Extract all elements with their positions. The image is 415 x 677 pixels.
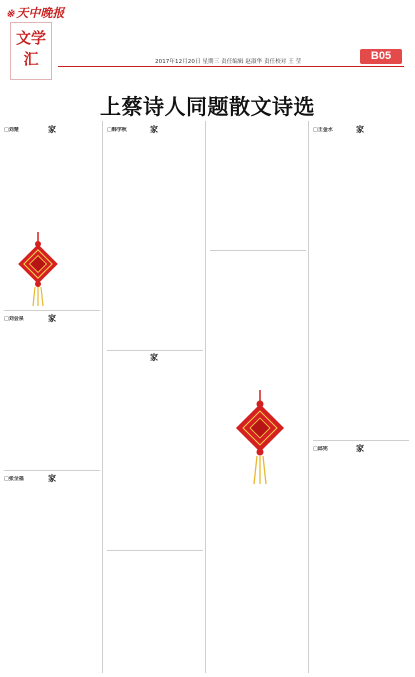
column-divider — [308, 121, 309, 673]
header-divider — [58, 66, 404, 67]
poem-article — [4, 316, 100, 466]
page-headline: 上蔡诗人同题散文诗选 — [100, 95, 315, 119]
masthead-brand — [6, 4, 64, 21]
poem-author: □王金水 — [313, 127, 333, 133]
poem-article — [107, 356, 203, 544]
poem-heading: 家 — [356, 444, 364, 453]
section-box — [10, 22, 52, 80]
section-label — [13, 28, 49, 70]
column-divider — [102, 121, 103, 673]
poem-article — [107, 556, 203, 672]
brand-mark-icon: ※ — [6, 9, 15, 20]
poem-author: □刘会泉 — [4, 316, 24, 322]
poem-heading: 家 — [48, 474, 56, 483]
row-divider — [107, 350, 203, 351]
poem-author: □刘楚 — [4, 127, 19, 133]
newspaper-header — [0, 0, 415, 82]
poem-article — [313, 127, 409, 435]
chinese-knot-icon — [228, 390, 292, 490]
section-label-line1: 文学 — [15, 29, 46, 47]
poem-article — [107, 127, 203, 345]
poem-heading: 家 — [150, 125, 158, 134]
row-divider — [313, 440, 409, 441]
poem-author: □韩学秋 — [107, 127, 127, 133]
poem-article — [4, 476, 100, 672]
section-label-line2: 汇 — [23, 50, 39, 68]
page-number-badge: B05 — [360, 49, 402, 64]
poem-heading: 家 — [48, 314, 56, 323]
issue-info: 2017年12月20日 星期三 责任编辑 赵淑华 责任校对 王 莹 — [155, 59, 302, 65]
poem-article — [210, 127, 306, 245]
poem-author: □邱宪 — [313, 446, 328, 452]
brand-name: 天中晚报 — [16, 6, 65, 20]
poem-heading: 家 — [356, 125, 364, 134]
row-divider — [107, 550, 203, 551]
poem-article — [313, 446, 409, 672]
poem-heading: 家 — [150, 353, 158, 362]
row-divider — [4, 470, 100, 471]
column-divider — [205, 121, 206, 673]
poem-author: □张全福 — [4, 476, 24, 482]
chinese-knot-icon — [8, 232, 68, 312]
poem-heading: 家 — [48, 125, 56, 134]
row-divider — [210, 250, 306, 251]
